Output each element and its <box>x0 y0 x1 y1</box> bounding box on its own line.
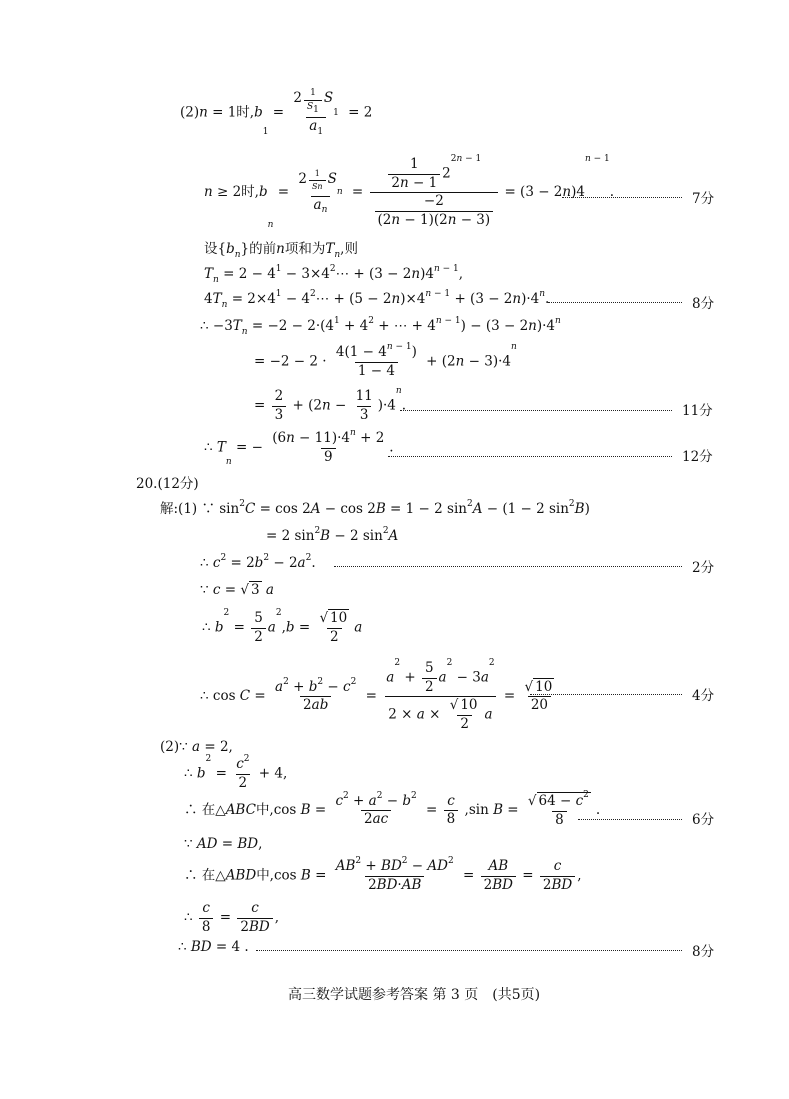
line-c-eq: ∵ c = √ 3 a <box>200 582 274 598</box>
score-11: 11分 <box>682 403 713 419</box>
line-p2-a: (2)∵ a = 2, <box>160 739 233 755</box>
dot-leader <box>562 197 682 198</box>
line-bd: ∴ BD = 4 . <box>178 939 249 955</box>
line-abd: ∴ 在△ABD中,cos B = $\frac{AB^2 + BD^2 - AD^2}{2BD\cdot AB}$ = $\frac{AB}{2BD}$ = $\frac{c}{2BD}$ , <box>184 856 582 893</box>
line-b1: (2)n = 1时$,b_1$ = 2 $^{\frac{1}{S_1}}$ $S_1$ $a_1$ = 2 <box>180 88 373 137</box>
line-set-t: 设$\{b_n\}$的前n项和为$T_n$,则 <box>204 241 358 260</box>
line-abc: ∴ 在△ABC中,cos B = $\frac{c^2 + a^2 - b^2}{2ac}$ = $\frac{c}{8}$ ,sin B = $\frac{√ 64 - c^2}{8}$ . <box>184 790 601 828</box>
score-4: 4分 <box>692 688 715 704</box>
line-p2-b2: ∴ $b^2$ = $\frac{c^2}{2}$ + 4, <box>184 754 288 791</box>
line-4tn: $4T_n = 2\times 4^1$ − $4^2\cdots + (5 - 2n)\times 4^{n - 1} + (3 - 2n)\cdot 4^n$. <box>204 289 550 310</box>
line-tn: $T_n = 2 - 4^1$ − $3\times 4^2\cdots + (3 - 2n)4^{n - 1}$, <box>204 264 464 285</box>
line-step1: = −2 − 2 · $\frac{4(1 - 4^{n - 1})}{1 - 4}$ + $(2n - 3)\cdot 4^n$ <box>254 342 517 379</box>
score-6: 6分 <box>692 812 715 828</box>
score-8b: 8分 <box>692 944 715 960</box>
dot-leader <box>256 950 682 951</box>
dot-leader <box>530 694 682 695</box>
dot-leader <box>334 566 682 567</box>
score-8a: 8分 <box>692 296 715 312</box>
line-cosc: ∴ cos C = $\frac{a^2 + b^2 - c^2}{2ab}$ = $a^2$ + $\frac{5}{2}$ $a^2 - 3a^2$ 2 × a × $\frac{√ 10}{2}$ a = $\frac{√ 10}{20}$ <box>200 658 553 732</box>
dot-leader <box>388 456 672 457</box>
score-7: 7分 <box>692 191 715 207</box>
line-sol1b: = 2 $\sin^2B - 2$ $\sin^2A$ <box>266 526 399 544</box>
dot-leader <box>548 302 682 303</box>
line-sol1: 解:(1) ∵ $\sin^2C = \cos 2A - \cos 2B = 1 - 2$ $\sin^2A - (1 - 2$ $\sin^2B$) <box>160 499 590 517</box>
score-2: 2分 <box>692 560 715 576</box>
dot-leader <box>578 819 682 820</box>
line-b2: ∴ $b^2$ = $\frac{5}{2}$ $a^2,b$ = $\frac{√ 10}{2}$ a <box>202 608 363 645</box>
problem-20-header: 20.(12分) <box>136 476 199 492</box>
page-footer: 高三数学试题参考答案 第 3 页 (共5页) <box>288 987 541 1003</box>
score-12: 12分 <box>682 449 713 465</box>
line-c8: ∴ $\frac{c}{8}$ = $\frac{c}{2BD}$ , <box>184 900 280 935</box>
line-ad: ∵ AD = BD, <box>184 836 263 852</box>
dot-leader <box>400 410 672 411</box>
line-neg3tn: ∴ $-3T_n = -2 - 2\cdot(4^1 + 4^2$ + ⋯ + $4^{n - 1}) - (3 - 2n)\cdot 4^n$ <box>200 316 561 337</box>
line-tn-result: ∴ $T_n$ = − $\frac{(6n - 11)\cdot 4^n + 2}{9}$ . <box>204 428 394 467</box>
line-step2: = $\frac{2}{3}$ + (2n − $\frac{11}{3}$ )$\cdot 4^n$. <box>254 386 406 423</box>
line-c2: ∴ $c^2 = 2b^2 - 2a^2$. <box>200 553 316 571</box>
line-bn: n ≥ 2时$,b_n$ = 2 $^{\frac{1}{Sn}}$ $S_n$ $a_n$ = $\frac{1}{2n - 1}$ $2^{2n - 1}$ $\frac{-2}{(2n - 1)(2n - 3)}$ = $(3 - 2n)4^{n - 1}$. <box>204 154 615 230</box>
